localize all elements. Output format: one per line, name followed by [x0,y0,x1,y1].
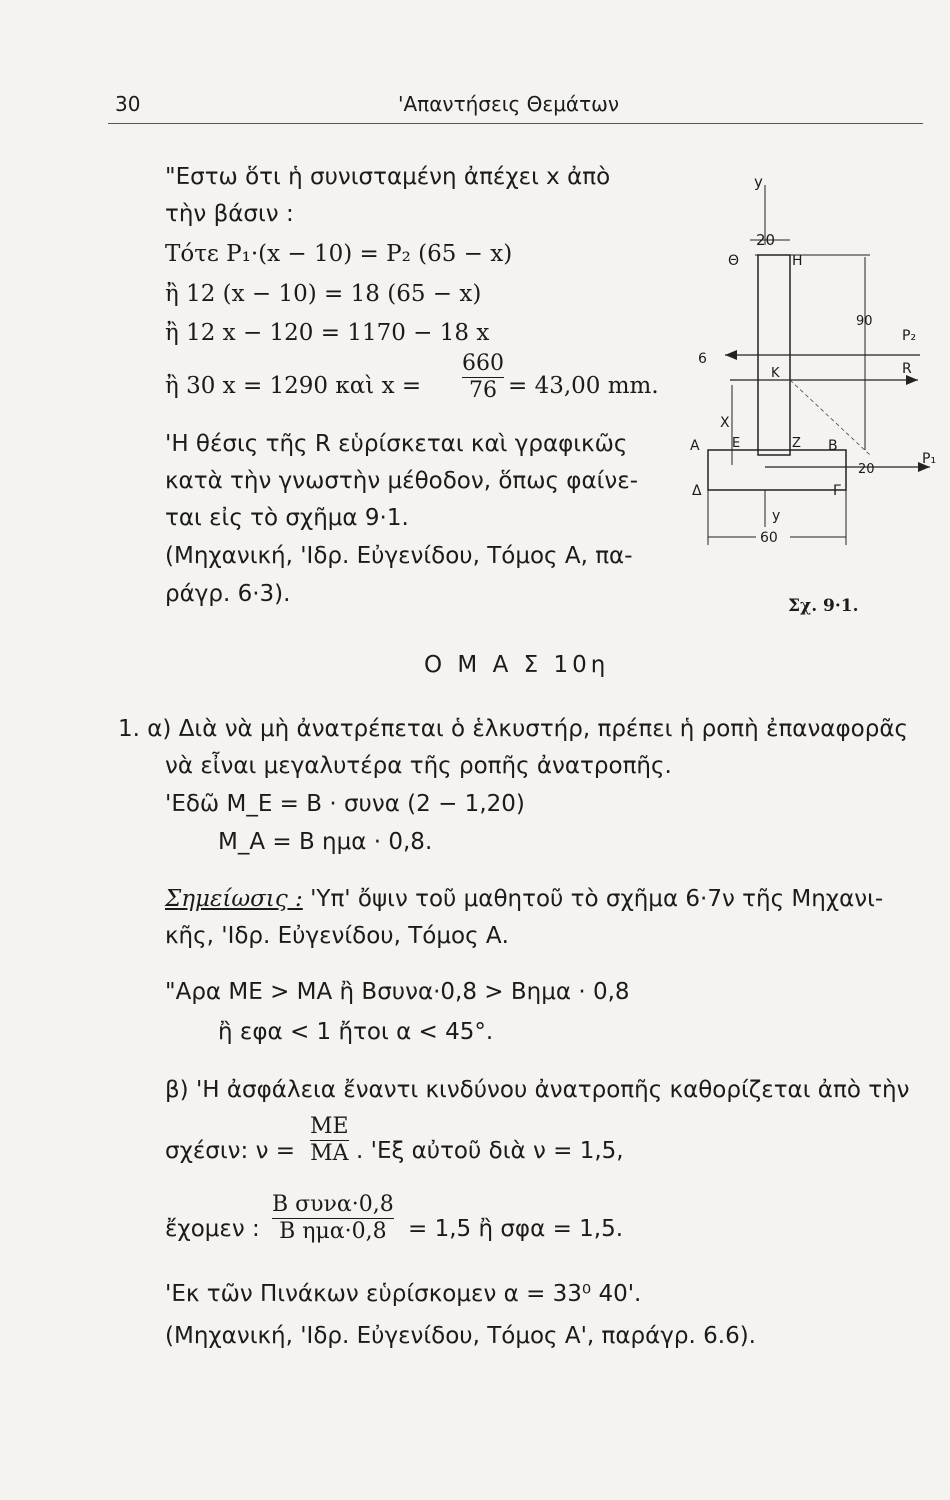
label-Z: Z [792,436,801,451]
equation-line: . 'Εξ αὐτοῦ διὰ ν = 1,5, [356,1138,624,1164]
label-H: H [792,253,803,269]
fraction-denominator: B ημα·0,8 [279,1219,387,1244]
label-dim-60: 60 [760,530,778,546]
text-line: ράγρ. 6·3). [165,581,291,607]
fraction-numerator: B συνα·0,8 [272,1192,394,1217]
figure-caption: Σχ. 9·1. [788,596,859,616]
label-B: B [828,438,838,454]
base-block [708,450,846,490]
note-line [165,885,883,913]
equation-line: = 1,5 ἢ σφα = 1,5. [408,1216,624,1242]
note-text: 'Υπ' ὄψιν τοῦ μαθητοῦ τὸ σχῆμα 6·7ν τῆς Μηχανι- [302,886,884,912]
text-line: 'Εκ τῶν Πινάκων εὑρίσκομεν α = 33⁰ 40'. [165,1281,642,1307]
equation-line: ἢ 12 (x − 10) = 18 (65 − x) [165,281,482,307]
text-line: "Εστω ὅτι ἡ συνισταμένη ἀπέχει x ἀπὸ [165,164,611,190]
fraction-660-76 [462,352,504,403]
text-line: 'Η θέσις τῆς R εὑρίσκεται καὶ γραφικῶς [165,431,628,457]
page-number: 30 [115,92,141,116]
equation-line: 'Εδῶ M_E = B · συνα (2 − 1,20) [165,791,525,817]
fraction-numerator: ΜΕ [310,1114,349,1139]
text-line: κῆς, 'Ιδρ. Εὐγενίδου, Τόμος Α. [165,923,509,949]
label-y-top: y [754,173,763,191]
label-K: K [771,366,780,381]
label-Delta: Δ [692,483,702,499]
label-dim-20-top: 20 [756,231,776,249]
arrowhead-left [725,350,737,360]
fraction-ME-MA [310,1115,349,1166]
equation-line: M_A = B ημα · 0,8. [218,829,433,855]
fraction-numerator: 660 [462,351,504,376]
label-dim-20-right: 20 [858,462,875,477]
arrowhead-right [906,375,918,385]
equation-line: ἢ 30 x = 1290 καὶ x = [165,373,422,399]
equation-line: = 43,00 mm. [508,373,659,399]
equation-line: ἔχομεν : [165,1216,260,1242]
label-theta: Θ [728,253,740,269]
section-heading: Ο Μ Α Σ 10η [424,652,610,678]
equation-line: "Αρα ΜΕ > ΜΑ ἢ Βσυνα·0,8 > Βημα · 0,8 [165,979,630,1005]
fraction-cos-sin [272,1193,394,1244]
label-E: E [732,436,741,451]
equation-line: ἢ 12 x − 120 = 1170 − 18 x [165,320,490,346]
label-P1: P₁ [922,451,937,467]
text-line: νὰ εἶναι μεγαλυτέρα τῆς ροπῆς ἀνατροπῆς. [165,753,672,779]
text-line: 1. α) Διὰ νὰ μὴ ἀνατρέπεται ὁ ἑλκυστήρ, πρέπει ἡ ροπὴ ἐπαναφορᾶς [118,716,908,742]
figure-9-1 [690,165,940,590]
text-line: κατὰ τὴν γνωστὴν μέθοδον, ὅπως φαίνε- [165,468,639,494]
text-line: (Μηχανική, 'Ιδρ. Εὐγενίδου, Τόμος Α, πα- [165,543,633,569]
label-X: X [720,415,730,431]
label-dim-90: 90 [856,314,873,329]
equation-line: ἢ εφα < 1 ἤτοι α < 45°. [218,1019,494,1045]
note-label: Σημείωσις : [165,886,303,912]
label-six: 6 [698,351,707,367]
text-line: (Μηχανική, 'Ιδρ. Εὐγενίδου, Τόμος Α', παράγρ. 6.6). [165,1323,756,1349]
text-line: τὴν βάσιν : [165,201,294,227]
label-P2: P₂ [902,328,917,344]
equation-line: σχέσιν: ν = [165,1138,295,1164]
fraction-denominator: ΜΑ [310,1141,349,1166]
label-y-bottom: y [772,508,781,524]
header-rule [108,123,923,124]
text-line: β) 'Η ἀσφάλεια ἔναντι κινδύνου ἀνατροπῆς καθορίζεται ἀπὸ τὴν [165,1077,910,1103]
equation-line: Τότε P₁·(x − 10) = P₂ (65 − x) [165,241,513,267]
label-Gamma: Γ [833,483,841,499]
running-title: 'Απαντήσεις Θεμάτων [398,92,620,116]
label-A: A [690,438,700,454]
text-line: ται εἰς τὸ σχῆμα 9·1. [165,505,409,531]
label-R: R [902,361,912,377]
fraction-denominator: 76 [469,378,497,403]
